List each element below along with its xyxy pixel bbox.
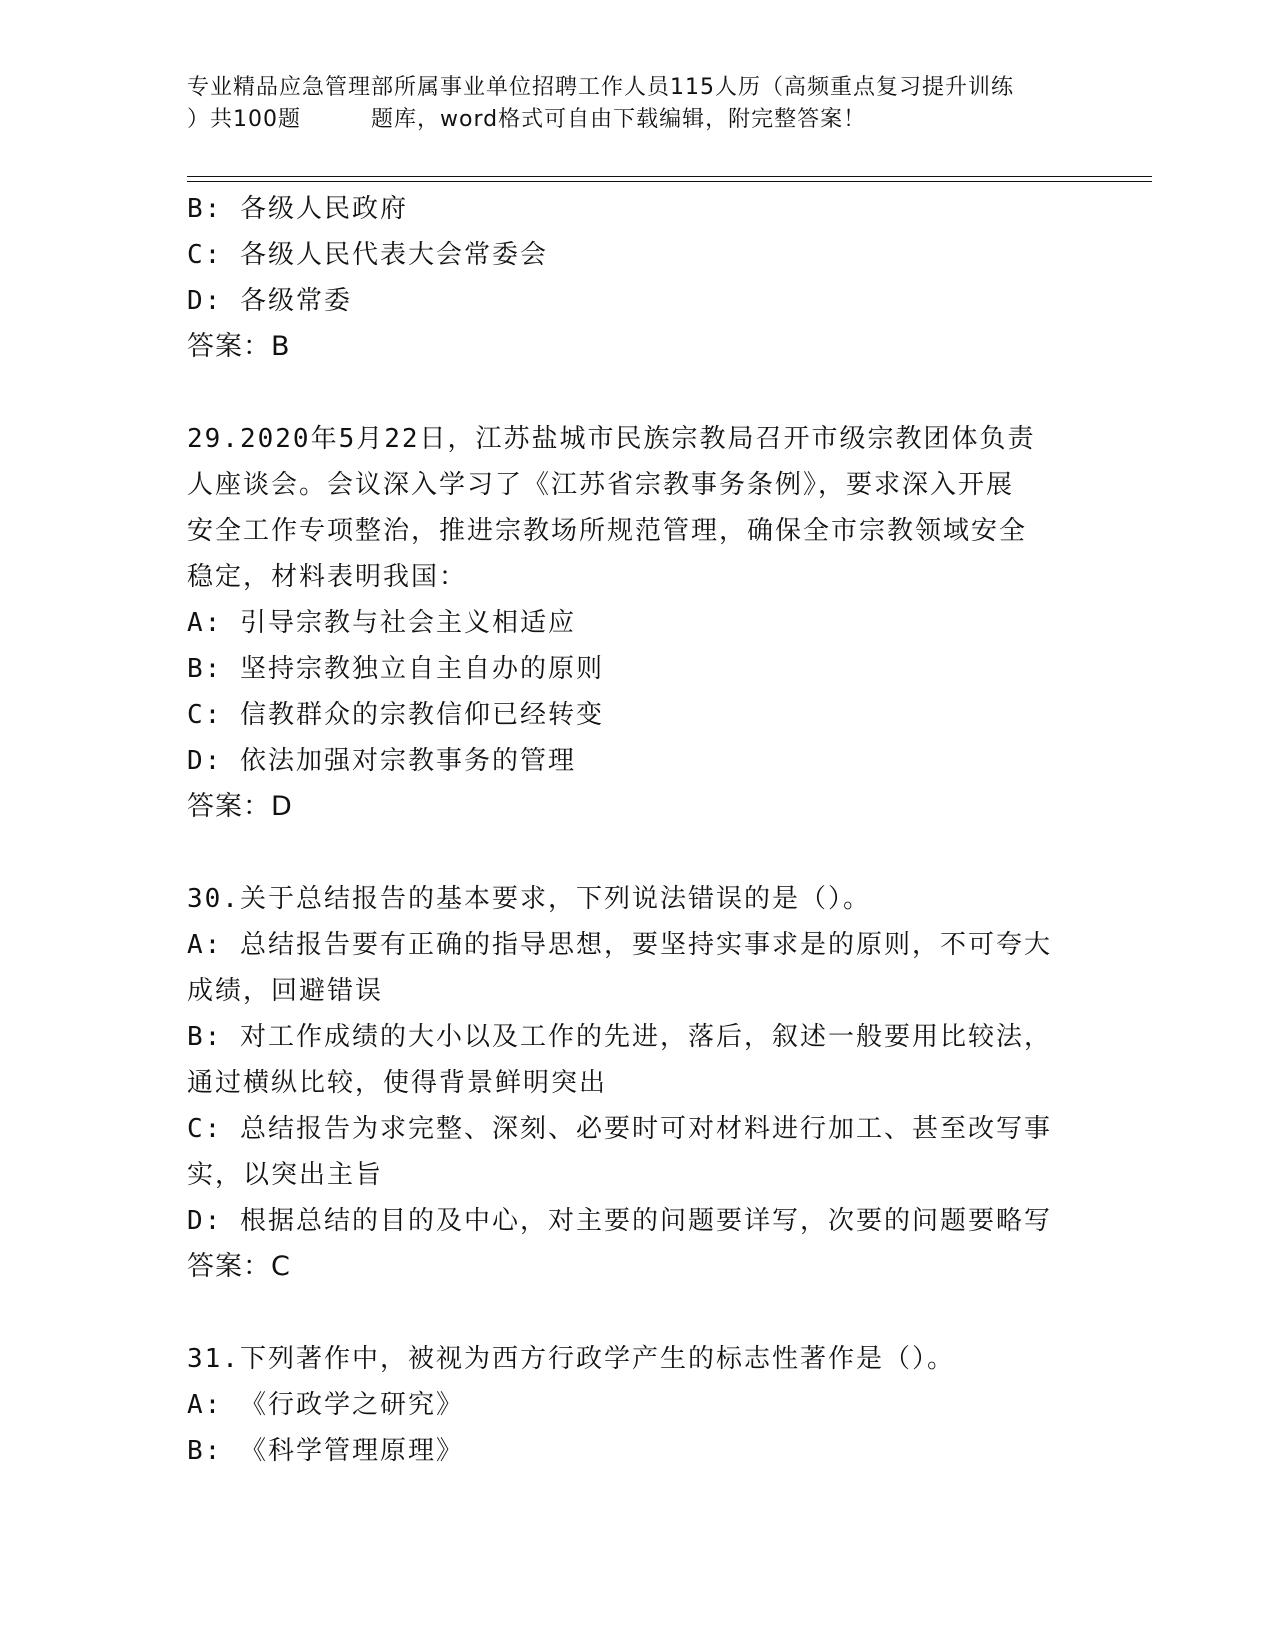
document-header — [187, 72, 1087, 136]
header-title-line1: 专业精品应急管理部所属事业单位招聘工作人员115人历（高频重点复习提升训练 — [187, 75, 1014, 100]
question-stem-line: 稳定，材料表明我国： — [187, 562, 468, 592]
option-line: D: 根据总结的目的及中心，对主要的问题要详写，次要的问题要略写 — [187, 1206, 1052, 1236]
header-title-line2 — [187, 104, 1087, 136]
option-line: A: 总结报告要有正确的指导思想，要坚持实事求是的原则，不可夸大 — [187, 930, 1052, 960]
option-line: B: 对工作成绩的大小以及工作的先进，落后，叙述一般要用比较法， — [187, 1022, 1052, 1052]
header-divider-top — [187, 176, 1152, 177]
answer-line: 答案：C — [187, 1251, 291, 1282]
question-stem-line: 30.关于总结报告的基本要求，下列说法错误的是（）。 — [187, 884, 871, 914]
option-line: 通过横纵比较，使得背景鲜明突出 — [187, 1068, 608, 1098]
document-body — [187, 186, 1087, 1474]
option-line: B: 坚持宗教独立自主自办的原则 — [187, 654, 604, 684]
option-line: C: 总结报告为求完整、深刻、必要时可对材料进行加工、甚至改写事 — [187, 1114, 1052, 1144]
answer-line: 答案：D — [187, 791, 293, 822]
question-block — [187, 1336, 1087, 1474]
option-line: A: 引导宗教与社会主义相适应 — [187, 608, 576, 638]
header-title-line2-part1: ）共100题 — [187, 107, 301, 132]
option-line: D: 依法加强对宗教事务的管理 — [187, 746, 576, 776]
option-line: A: 《行政学之研究》 — [187, 1390, 464, 1420]
option-line: C: 信教群众的宗教信仰已经转变 — [187, 700, 604, 730]
header-title-line2-part2: 题库，word格式可自由下载编辑，附完整答案！ — [371, 107, 867, 132]
question-block — [187, 876, 1087, 1290]
option-line: 实，以突出主旨 — [187, 1160, 384, 1190]
question-stem-line: 安全工作专项整治，推进宗教场所规范管理，确保全市宗教领域安全 — [187, 516, 1028, 546]
option-d: D: 各级常委 — [187, 286, 352, 316]
question-block — [187, 416, 1087, 830]
question-list — [187, 416, 1087, 1474]
option-line: B: 《科学管理原理》 — [187, 1436, 464, 1466]
header-divider-bottom — [187, 181, 1152, 182]
question-28-continued — [187, 186, 1087, 370]
option-b: B: 各级人民政府 — [187, 194, 408, 224]
question-stem-line: 31.下列著作中，被视为西方行政学产生的标志性著作是（）。 — [187, 1344, 955, 1374]
answer-line: 答案：B — [187, 331, 291, 362]
question-stem-line: 人座谈会。会议深入学习了《江苏省宗教事务条例》，要求深入开展 — [187, 470, 1015, 500]
option-c: C: 各级人民代表大会常委会 — [187, 240, 548, 270]
option-line: 成绩，回避错误 — [187, 976, 384, 1006]
question-stem-line: 29.2020年5月22日，江苏盐城市民族宗教局召开市级宗教团体负责 — [187, 424, 1036, 454]
